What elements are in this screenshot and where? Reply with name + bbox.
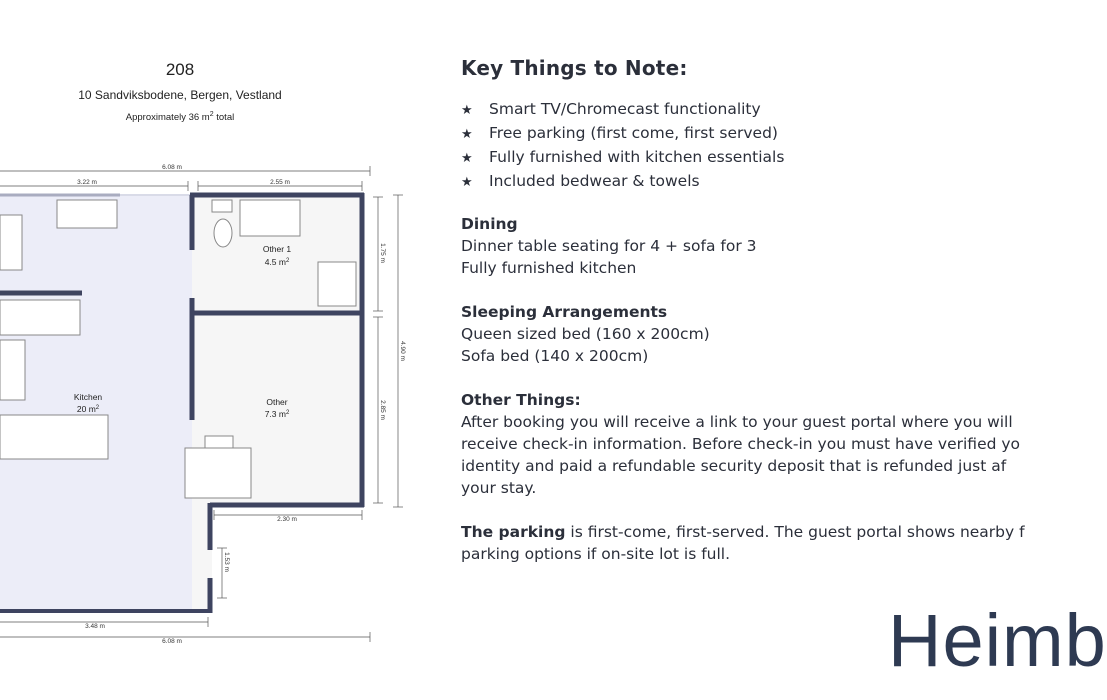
feature-list (461, 98, 1101, 194)
parking-section (461, 521, 1101, 565)
sleeping-line: Sofa bed (140 x 200cm) (461, 347, 649, 365)
notes-panel (461, 56, 1101, 587)
other-things-section (461, 389, 1101, 499)
dim-notch-width: 2.30 m (277, 516, 297, 523)
sleeping-title: Sleeping Arrangements (461, 303, 668, 321)
dim-right-lower: 2.85 m (379, 400, 386, 420)
dim-top-right: 2.55 m (270, 179, 290, 186)
dining-line: Dinner table seating for 4 + sofa for 3 (461, 237, 757, 255)
notes-heading: Key Things to Note: (461, 56, 688, 80)
other-things-line: After booking you will receive a link to your guest portal where you will (461, 413, 1013, 431)
star-icon: ★ (461, 127, 473, 142)
floor-plan (0, 155, 420, 675)
floor-plan-header (0, 60, 360, 123)
other-label: Other (266, 397, 288, 407)
parking-line: parking options if on-site lot is full. (461, 545, 731, 563)
brand-logo: Heimb (888, 599, 1107, 682)
dim-bottom-left: 3.48 m (85, 623, 105, 630)
kitchen-area: 20 $m^2$ (76, 404, 100, 414)
star-icon: ★ (461, 103, 473, 118)
other-things-line: identity and paid a refundable security deposit that is refunded just af (461, 457, 1007, 475)
total-area: Approximately 36 $m^2$ total (125, 111, 235, 124)
kitchen-label: Kitchen (73, 392, 103, 402)
dim-top-total: 6.08 m (162, 164, 182, 171)
dining-title: Dining (461, 215, 518, 233)
parking-bold: The parking (461, 523, 566, 541)
list-item: ★ Smart TV/Chromecast functionality (461, 98, 1101, 122)
other1-area: 4.5 $m^2$ (264, 257, 290, 267)
star-icon: ★ (461, 151, 473, 166)
list-item: ★ Free parking (first come, first served) (461, 122, 1101, 146)
kitchen-floor (0, 195, 192, 611)
dining-section (461, 213, 1101, 279)
sleeping-section (461, 301, 1101, 367)
unit-address: 10 Sandviksbodene, Bergen, Vestland (78, 88, 282, 102)
unit-number: 208 (165, 60, 195, 79)
list-item: ★ Fully furnished with kitchen essentials (461, 146, 1101, 170)
parking-line: The parking is first-come, first-served. The guest portal shows nearby f (461, 523, 1025, 541)
other-things-line: receive check-in information. Before check-in you must have verified yo (461, 435, 1021, 453)
other-things-title: Other Things: (461, 391, 581, 409)
dim-notch-height: 1.53 m (223, 552, 230, 572)
dim-right-upper: 1.75 m (379, 243, 386, 263)
dim-bottom-total: 6.08 m (162, 638, 182, 645)
other-area: 7.3 $m^2$ (264, 409, 290, 419)
dining-line: Fully furnished kitchen (461, 259, 637, 277)
star-icon: ★ (461, 175, 473, 190)
dim-right-total: 4.90 m (399, 341, 406, 361)
list-item: ★ Included bedwear & towels (461, 170, 1101, 194)
other1-label: Other 1 (262, 244, 292, 254)
dim-top-left: 3.22 m (77, 179, 97, 186)
sleeping-line: Queen sized bed (160 x 200cm) (461, 325, 710, 343)
other-things-line: your stay. (461, 479, 537, 497)
